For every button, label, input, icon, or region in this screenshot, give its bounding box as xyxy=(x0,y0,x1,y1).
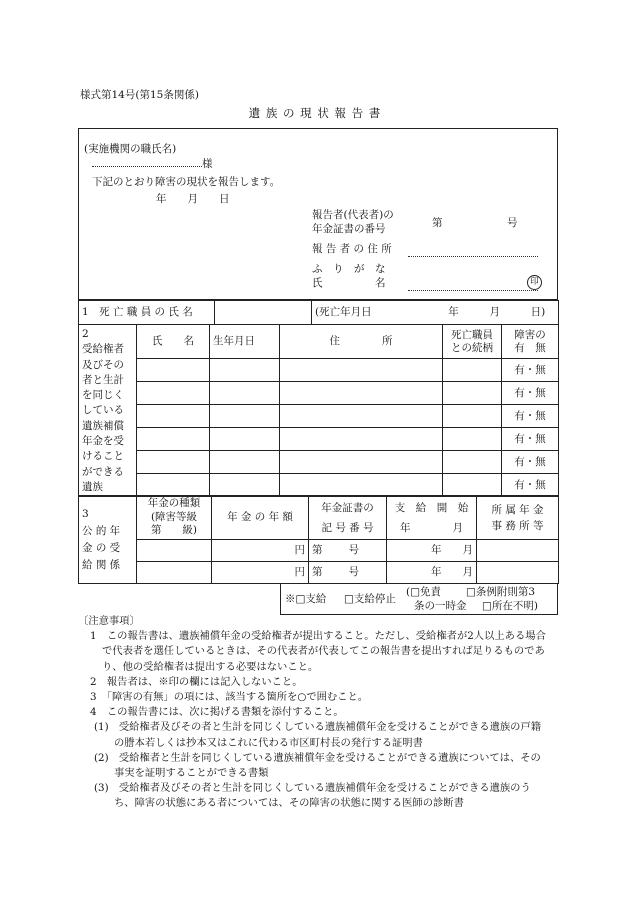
notes-section xyxy=(80,614,550,812)
section3-table xyxy=(78,495,559,584)
certificate-cell[interactable]: 第 号 xyxy=(309,562,387,584)
death-month: 月 xyxy=(489,306,500,319)
table-row[interactable] xyxy=(79,451,559,474)
pension-number-go: 号 xyxy=(507,217,518,229)
pension-number-label-1: 報告者(代表者)の xyxy=(312,209,394,221)
note-item: 2 報告者は、※印の欄には記入しないこと。 xyxy=(90,675,303,688)
status-stopped[interactable]: □支給停止 xyxy=(344,593,396,605)
header-certificate: 年金証書の 記 号 番 号 xyxy=(309,496,387,540)
table-row[interactable] xyxy=(79,359,559,382)
header-name: 氏 名 xyxy=(137,325,210,359)
table-row[interactable] xyxy=(79,428,559,451)
header-office: 所 属 年 金 事 務 所 等 xyxy=(477,496,559,540)
note-subitem: (3) 受給権者及びその者と生計を同じくしている遺族補償年金を受けることができる遺族のうち、障害の状態にある者については、その障害の状態に関する医師の診断書 xyxy=(94,782,531,810)
status-supplementary[interactable]: □条例附則第3 xyxy=(466,586,536,598)
yen-cell[interactable]: 円 xyxy=(212,562,309,584)
addressee-label: (実施機関の職氏名) xyxy=(84,143,177,155)
start-cell[interactable]: 年 月 xyxy=(387,562,477,584)
note-item: 3 「障害の有無」の項には、該当する箇所を○で囲むこと。 xyxy=(90,691,369,704)
certificate-cell[interactable]: 第 号 xyxy=(309,540,387,562)
death-day: 日) xyxy=(530,306,546,319)
notes-heading: 〔注意事項〕 xyxy=(78,615,140,627)
reporter-name-line[interactable] xyxy=(408,276,538,291)
section2-table xyxy=(78,324,559,497)
disability-choice[interactable]: 有・無 xyxy=(502,359,559,382)
header-relation: 死亡職員 との続柄 xyxy=(443,325,502,359)
death-date-label: (死亡年月日 xyxy=(315,306,372,319)
document-title: 遺 族 の 現 状 報 告 書 xyxy=(248,106,382,120)
pension-number-dai: 第 xyxy=(432,217,443,229)
note-subitem: (1) 受給権者及びその者と生計を同じくしている遺族補償年金を受けることができる遺族の戸籍の謄本若しくは抄本又はこれに代わる市区町村長の発行する証明書 xyxy=(94,721,542,749)
header-disability: 障害の 有 無 xyxy=(502,325,559,359)
form-number: 様式第14号(第15条関係) xyxy=(80,89,199,101)
deceased-name-cell[interactable] xyxy=(215,301,312,325)
section3-side-label: 3 公 的 年 金 の 受 給 関 係 xyxy=(79,496,137,584)
table-row[interactable] xyxy=(79,540,559,562)
start-cell[interactable]: 年 月 xyxy=(387,540,477,562)
section1-table xyxy=(78,300,559,325)
note-subitem: (2) 受給権者と生計を同じくしている遺族補償年金を受けることができる遺族については、その事実を証明することができる書類 xyxy=(94,751,541,780)
table-row[interactable] xyxy=(79,474,559,497)
status-lump-sum: 条の一時金 xyxy=(414,600,467,612)
addressee-line[interactable] xyxy=(92,157,213,171)
header-annual-amount: 年 金 の 年 額 xyxy=(212,496,309,540)
section1-label: 1 死 亡 職 員 の 氏 名 xyxy=(79,301,215,325)
disability-choice[interactable]: 有・無 xyxy=(502,382,559,405)
death-date-cell[interactable] xyxy=(312,301,559,325)
report-date[interactable]: 年 月 日 xyxy=(156,193,230,205)
note-item: 4 この報告書には、次に掲げる書類を添付すること。 xyxy=(90,706,344,719)
pension-number-label-2: 年金証書の番号 xyxy=(312,223,386,235)
status-exempt[interactable]: (□免責 xyxy=(406,586,442,598)
table-row[interactable] xyxy=(79,382,559,405)
status-unknown[interactable]: □所在不明) xyxy=(482,600,539,612)
header-pension-kind: 年金の種類 (障害等級 第 級) xyxy=(137,496,212,540)
header-birth: 生年月日 xyxy=(210,325,280,359)
death-year: 年 xyxy=(448,306,459,319)
name-label: 氏 名 xyxy=(312,277,386,289)
office-cell[interactable] xyxy=(477,562,559,584)
office-cell[interactable] xyxy=(477,540,559,562)
honorific: 様 xyxy=(202,158,213,170)
table-row[interactable] xyxy=(79,405,559,428)
intro-text: 下記のとおり障害の現状を報告します。 xyxy=(92,176,281,188)
disability-choice[interactable]: 有・無 xyxy=(502,428,559,451)
section2-side-label: 2 受給権者 及びその 者と生計 を同じく している 遺族補償 年金を受 けること ができる 遺族 xyxy=(79,325,137,497)
disability-choice[interactable]: 有・無 xyxy=(502,451,559,474)
furigana-label: ふ り が な xyxy=(312,263,386,275)
header-address: 住 所 xyxy=(280,325,443,359)
address-line[interactable] xyxy=(408,242,538,257)
seal-mark: 印 xyxy=(527,275,542,290)
yen-cell[interactable]: 円 xyxy=(212,540,309,562)
disability-choice[interactable]: 有・無 xyxy=(502,474,559,497)
disability-choice[interactable]: 有・無 xyxy=(502,405,559,428)
note-item: 1 この報告書は、遺族補償年金の受給権者が提出すること。ただし、受給権者が2人以上ある場合で代表者を選任しているときは、その代表者が代表してこの報告書を提出すれば足りるものであり、他の受給権者は提出する必要はないこと。 xyxy=(90,630,546,673)
header-start: 支 給 開 始 年 月 xyxy=(387,496,477,540)
status-paid[interactable]: ※□支給 xyxy=(285,593,327,605)
address-label: 報 告 者 の 住 所 xyxy=(312,243,392,255)
table-row[interactable] xyxy=(79,562,559,584)
